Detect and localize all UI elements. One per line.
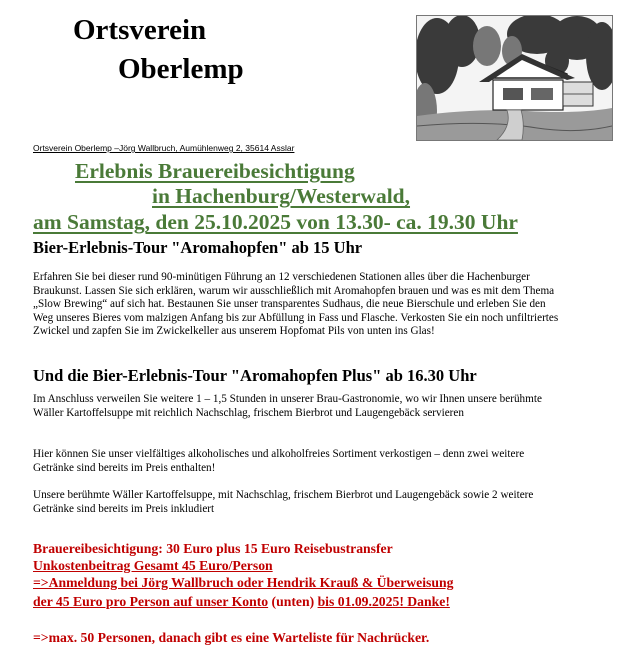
payment-amount-text: der 45 Euro pro Person auf unser Konto [33,594,269,609]
capacity-note: =>max. 50 Personen, danach gibt es eine Warteliste für Nachrücker. [33,630,430,645]
tour1-description: Erfahren Sie bei dieser rund 90-minütigen Führung an 12 verschiedenen Stationen alles über die Hachenburger Braukunst. Lassen Sie sich erklären, warum wir ausschließlich mit Aromahopfen brauen und was es mit dem Thema „Slow Brewing“ auf sich hat. Bestaunen Sie unser transparentes Sudhaus, die neue Bierschule und erleben Sie den Weg unseres Bieres vom malzigen Anfang bis zur Abfüllung in Fass und Flasche. Verkosten Sie ein noch unfiltriertes Zwickel und zapfen Sie im Zwickelkeller aus unserem Hopfomat Pils von unten ins Glas! [33,271,559,338]
tour2-tasting-note: Hier können Sie unser vielfältiges alkoholisches und alkoholfreies Sortiment verkostigen – denn zwei weitere Getränke sind bereits im Preis enthalten! [33,448,525,474]
tour1-heading: Bier-Erlebnis-Tour "Aromahopfen" ab 15 Uhr [33,238,363,257]
tour2-heading: Und die Bier-Erlebnis-Tour "Aromahopfen Plus" ab 16.30 Uhr [33,366,477,385]
headline-date: am Samstag, den 25.10.2025 von 13.30- ca. 19.30 Uhr [33,210,518,234]
club-address: Ortsverein Oberlemp –Jörg Wallbruch, Aumühlenweg 2, 35614 Asslar [33,143,295,153]
payment-deadline-line [33,594,450,610]
tour2-description: Im Anschluss verweilen Sie weitere 1 – 1,5 Stunden in unserer Brau-Gastronomie, wo wir Ihnen unsere berühmte Wäller Kartoffelsuppe mit reichlich Nachschlag, frischem Bierbrot und Laugengebäck servieren [33,393,542,419]
registration-line: =>Anmeldung bei Jörg Wallbruch oder Hendrik Krauß & Überweisung [33,575,454,590]
headline-line2: in Hachenburg/Westerwald, [152,184,411,208]
price-line: Brauereibesichtigung: 30 Euro plus 15 Euro Reisebustransfer [33,541,393,556]
payment-account-note: (unten) [271,594,315,609]
total-cost-line: Unkostenbeitrag Gesamt 45 Euro/Person [33,558,273,573]
payment-deadline-text: bis 01.09.2025! Danke! [317,594,450,609]
club-name-line1: Ortsverein [73,14,207,46]
club-name-line2: Oberlemp [118,53,244,85]
headline-line1: Erlebnis Brauereibesichtigung [75,159,355,183]
tour2-included-note: Unsere berühmte Wäller Kartoffelsuppe, mit Nachschlag, frischem Bierbrot und Laugengebäck sowie 2 weitere Getränke sind bereits im Preis inkludiert [33,489,534,515]
clubhouse-sketch-image [416,15,613,141]
